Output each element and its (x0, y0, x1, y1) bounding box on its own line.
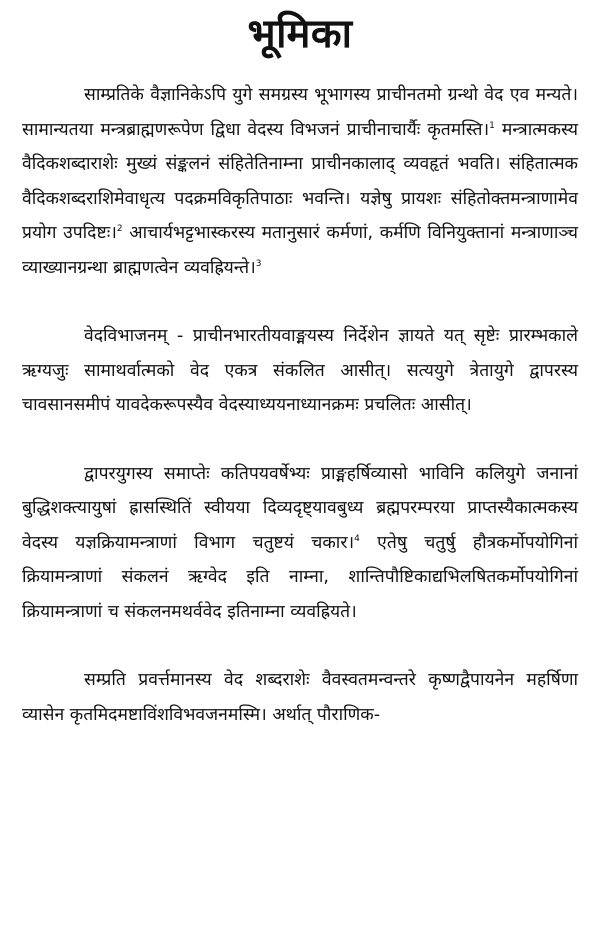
paragraph-text: साम्प्रतिके वैज्ञानिकेऽपि युगे समग्रस्य भूभागस्य प्राचीनतमो ग्रन्थो वेद एव मन्यते। सामान्यतया मन्त्रब्राह्मणरूपेण द्विधा वेदस्य विभजनं प्राचीनाचार्यैः कृतमस्ति। (22, 85, 578, 140)
paragraph-text: एतेषु चतुर्षु हौत्रकर्मोपयोगिनां क्रियामन्त्राणां संकलनं ऋग्वेद इति नाम्ना, शान्तिपौष्टिकाद्यभिलषितकर्मोपयोगिनां क्रियामन्त्राणां च संकलनमथर्ववेद इतिनाम्ना व्यवह्रियते। (22, 532, 578, 622)
footnote-marker: 4 (354, 533, 360, 544)
paragraph-text: मन्त्रात्मकस्य वैदिकशब्दाराशेः मुख्यं संङ्कलनं संहितेतिनाम्ना प्राचीनकालाद् व्यवहृतं भवति। संहितात्मक वैदिकशब्दराशिमेवाधृत्य पदक्रमविकृतिपाठाः भवन्ति। यज्ञेषु प्रायशः संहितोक्तमन्त्राणामेव प्रयोग उपदिष्टः। (22, 119, 579, 243)
footnote-marker: 3 (255, 258, 262, 269)
paragraph-text: वेदविभाजनम् - प्राचीनभारतीयवाङ्मयस्य निर्देशेन ज्ञायते यत् सृष्टेः प्रारम्भकाले ऋग्यजुः सामाथर्वात्मको वेद एकत्र संकलित आसीत्। सत्ययुगे त्रेतायुगे द्वापरस्य चावसानसमीपं यावदेकरूपस्यैव वेदस्याध्ययनाध्यानक्रमः प्रचलितः आसीत्। (22, 326, 578, 415)
paragraph-4 (22, 663, 578, 732)
footnote-marker: 2 (116, 224, 123, 235)
paragraph-2 (22, 319, 578, 423)
footnote-marker: 1 (489, 120, 495, 131)
page-title: भूमिका (247, 11, 353, 57)
paragraph-text: सम्प्रति प्रवर्त्तमानस्य वेद शब्दराशेः वैवस्वतमन्वन्तरे कृष्णद्वैपायनेन महर्षिणा व्यासेन कृतमिदमष्टाविंशविभवजनमस्मि। अर्थात् पौराणिक- (22, 670, 578, 725)
paragraph-3 (22, 457, 578, 630)
paragraph-1 (22, 78, 578, 285)
paragraph-text: आचार्यभट्टभास्करस्य मतानुसारं कर्मणां, कर्मणि विनियुक्तानां मन्त्राणाञ्च व्याख्यानग्रन्था ब्राह्मणत्वेन व्यवह्रियन्ते। (22, 223, 578, 278)
paragraph-text: द्वापरयुगस्य समाप्तेः कतिपयवर्षेभ्यः प्राङ्महर्षिव्यासो भाविनि कलियुगे जनानां बुद्धिशक्त्यायुषां ह्रासस्थितिं स्वीयया दिव्यदृष्ट्यावबुध्य ब्रह्मपरम्परया प्राप्तस्यैकात्मकस्य वेदस्य यज्ञक्रियामन्त्राणां विभाग चतुष्टयं चकार। (22, 463, 578, 553)
